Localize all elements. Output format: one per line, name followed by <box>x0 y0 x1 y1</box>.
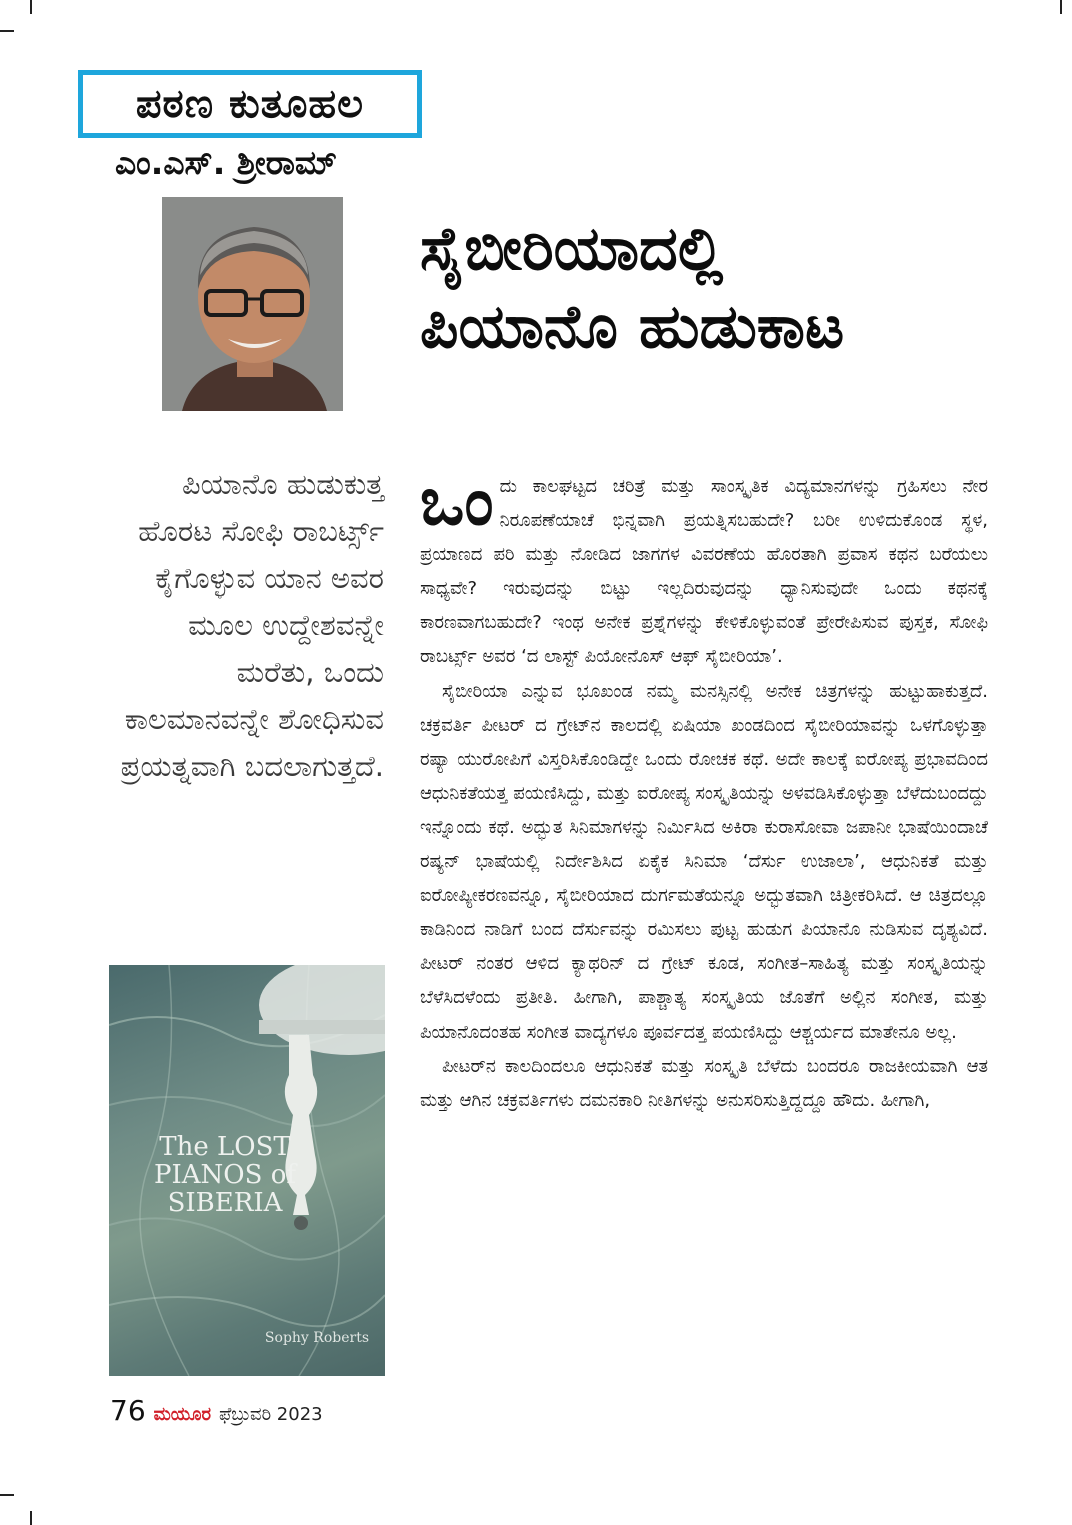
headline-line-1: ಸೈಬೀರಿಯಾದಲ್ಲಿ <box>420 214 724 284</box>
author-name: ಎಂ.ಎಸ್. ಶ್ರೀರಾಮ್ <box>115 143 337 182</box>
book-title: The LOST PIANOS of SIBERIA <box>154 1132 296 1218</box>
headline-line-2: ಪಿಯಾನೊ ಹುಡುಕಾಟ <box>420 292 845 362</box>
book-cover <box>109 965 385 1376</box>
crop-mark <box>30 0 32 14</box>
author-photo <box>162 197 343 411</box>
crop-mark <box>0 30 14 32</box>
article-body <box>420 463 988 1118</box>
article-paragraph: ಪೀಟರ್‌ನ ಕಾಲದಿಂದಲೂ ಆಧುನಿಕತೆ ಮತ್ತು ಸಂಸ್ಕೃತಿ ಬೆಳೆದು ಬಂದರೂ ರಾಜಕೀಯವಾಗಿ ಆತ ಮತ್ತು ಆಗಿನ ಚಕ್ರವರ್ತಿಗಳು ದಮನಕಾರಿ ನೀತಿಗಳನ್ನು ಅನುಸರಿಸುತ್ತಿದ್ದದ್ದೂ ಹೌದು. ಹೀಗಾಗಿ, <box>420 1055 988 1111</box>
column-badge <box>78 70 422 138</box>
headline <box>420 210 1020 366</box>
crop-mark <box>30 1511 32 1525</box>
drop-cap: ಒಂ <box>420 463 494 540</box>
page-number: 76 <box>110 1394 146 1427</box>
article-paragraph <box>420 463 988 675</box>
paragraph-text: ದು ಕಾಲಘಟ್ಟದ ಚರಿತ್ರೆ ಮತ್ತು ಸಾಂಸ್ಕೃತಿಕ ವಿದ್ಯಮಾನಗಳನ್ನು ಗ್ರಹಿಸಲು ನೇರ ನಿರೂಪಣೆಯಾಚೆ ಭಿನ್ನವಾಗಿ ಪ್ರಯತ್ನಿಸಬಹುದೇ? ಬರೀ ಉಳಿದುಕೊಂಡ ಸ್ಥಳ, ಪ್ರಯಾಣದ ಪರಿ ಮತ್ತು ನೋಡಿದ ಜಾಗಗಳ ವಿವರಣೆಯ ಹೊರತಾಗಿ ಪ್ರವಾಸ ಕಥನ ಬರೆಯಲು ಸಾಧ್ಯವೇ? ಇರುವುದನ್ನು ಬಿಟ್ಟು ಇಲ್ಲದಿರುವುದನ್ನು ಧ್ಯಾನಿಸುವುದೇ ಒಂದು ಕಥನಕ್ಕೆ ಕಾರಣವಾಗಬಹುದೇ? ಇಂಥ ಅನೇಕ ಪ್ರಶ್ನೆಗಳನ್ನು ಕೇಳಿಕೊಳ್ಳುವಂತೆ ಪ್ರೇರೇಪಿಸುವ ಪುಸ್ತಕ, ಸೋಫಿ ರಾಬರ್ಟ್ಸ್ ಅವರ ‘ದ ಲಾಸ್ಟ್ ಪಿಯೋನೊಸ್ ಆಫ್ ಸೈಬೀರಿಯಾ’. <box>420 476 988 668</box>
author-portrait-illustration <box>162 197 343 411</box>
crop-mark <box>0 1494 14 1496</box>
column-title: ಪಠಣ ಕುತೂಹಲ <box>135 81 365 127</box>
book-author: Sophy Roberts <box>264 1330 369 1346</box>
pull-quote: ಪಿಯಾನೊ ಹುಡುಕುತ್ತ ಹೊರಟ ಸೋಫಿ ರಾಬರ್ಟ್ಸ್ ಕೈಗೊಳ್ಳುವ ಯಾನ ಅವರ ಮೂಲ ಉದ್ದೇಶವನ್ನೇ ಮರೆತು, ಒಂದು ಕಾಲಮಾನವನ್ನೇ ಶೋಧಿಸುವ ಪ್ರಯತ್ನವಾಗಿ ಬದಲಾಗುತ್ತದೆ. <box>120 467 384 783</box>
page-footer <box>110 1394 323 1427</box>
crop-mark <box>1060 0 1062 14</box>
issue-date: ಫೆಬ್ರುವರಿ 2023 <box>219 1404 323 1425</box>
article-paragraph: ಸೈಬೀರಿಯಾ ಎನ್ನುವ ಭೂಖಂಡ ನಮ್ಮ ಮನಸ್ಸಿನಲ್ಲಿ ಅನೇಕ ಚಿತ್ರಗಳನ್ನು ಹುಟ್ಟುಹಾಕುತ್ತದೆ. ಚಕ್ರವರ್ತಿ ಪೀಟರ್ ದ ಗ್ರೇಟ್‌ನ ಕಾಲದಲ್ಲಿ ಏಷಿಯಾ ಖಂಡದಿಂದ ಸೈಬೀರಿಯಾವನ್ನು ಒಳಗೊಳ್ಳುತ್ತಾ ರಷ್ಯಾ ಯುರೋಪಿಗೆ ವಿಸ್ತರಿಸಿಕೊಂಡಿದ್ದೇ ಒಂದು ರೋಚಕ ಕಥೆ. ಅದೇ ಕಾಲಕ್ಕೆ ಐರೋಪ್ಯ ಪ್ರಭಾವದಿಂದ ಆಧುನಿಕತೆಯತ್ತ ಪಯಣಿಸಿದ್ದು, ಮತ್ತು ಐರೋಪ್ಯ ಸಂಸ್ಕೃತಿಯನ್ನು ಅಳವಡಿಸಿಕೊಳ್ಳುತ್ತಾ ಬೆಳೆದುಬಂದದ್ದು ಇನ್ನೊಂದು ಕಥೆ. ಅದ್ಭುತ ಸಿನಿಮಾಗಳನ್ನು ನಿರ್ಮಿಸಿದ ಅಕಿರಾ ಕುರಾಸೋವಾ ಜಪಾನೀ ಭಾಷೆಯಿಂದಾಚೆ ರಷ್ಯನ್ ಭಾಷೆಯಲ್ಲಿ ನಿರ್ದೇಶಿಸಿದ ಏಕೈಕ ಸಿನಿಮಾ ‘ದೆರ್ಸು ಉಜಾಲಾ’, ಆಧುನಿಕತೆ ಮತ್ತು ಐರೋಪ್ಯೀಕರಣವನ್ನೂ, ಸೈಬೀರಿಯಾದ ದುರ್ಗಮತೆಯನ್ನೂ ಅದ್ಭುತವಾಗಿ ಚಿತ್ರೀಕರಿಸಿದೆ. ಆ ಚಿತ್ರದಲ್ಲೂ ಕಾಡಿನಿಂದ ನಾಡಿಗೆ ಬಂದ ದೆರ್ಸುವನ್ನು ರಮಿಸಲು ಪುಟ್ಟ ಹುಡುಗ ಪಿಯಾನೊ ನುಡಿಸುವ ದೃಶ್ಯವಿದೆ. ಪೀಟರ್ ನಂತರ ಆಳಿದ ಕ್ಯಾಥರಿನ್ ದ ಗ್ರೇಟ್ ಕೂಡ, ಸಂಗೀತ–ಸಾಹಿತ್ಯ ಮತ್ತು ಸಂಸ್ಕೃತಿಯನ್ನು ಬೆಳೆಸಿದಳೆಂದು ಪ್ರತೀತಿ. ಹೀಗಾಗಿ, ಪಾಶ್ಚಾತ್ಯ ಸಂಸ್ಕೃತಿಯ ಜೊತೆಗೆ ಅಲ್ಲಿನ ಸಂಗೀತ, ಮತ್ತು ಪಿಯಾನೊದಂತಹ ಸಂಗೀತ ವಾದ್ಯಗಳೂ ಪೂರ್ವದತ್ತ ಪಯಣಿಸಿದ್ದು ಆಶ್ಚರ್ಯದ ಮಾತೇನೂ ಅಲ್ಲ. <box>420 680 988 1043</box>
magazine-name: ಮಯೂರ <box>153 1404 212 1425</box>
